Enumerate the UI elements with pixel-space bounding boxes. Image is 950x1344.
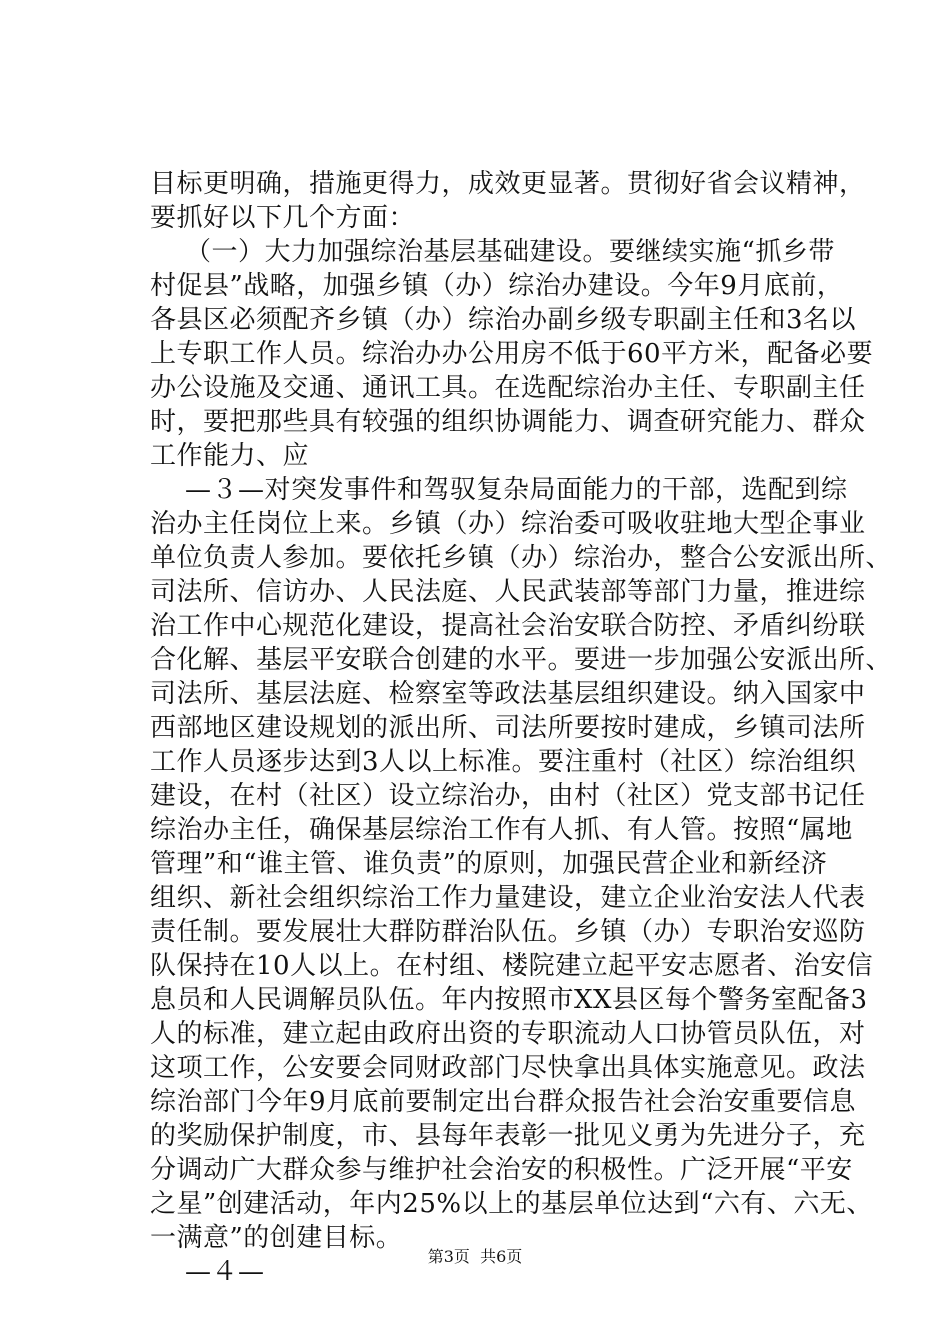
text-line: 的奖励保护制度，市、县每年表彰一批见义勇为先进分子，充	[150, 1121, 866, 1151]
text-line: 人的标准，建立起由政府出资的专职流动人口协管员队伍，对	[150, 1019, 866, 1049]
text-line: 治工作中心规范化建设，提高社会治安联合防控、矛盾纠纷联	[150, 611, 866, 641]
text-line: 责任制。要发展壮大群防群治队伍。乡镇（办）专职治安巡防	[150, 917, 866, 947]
text-line: 司法所、基层法庭、检察室等政法基层组织建设。纳入国家中	[150, 679, 866, 709]
text-line: 综治部门今年9月底前要制定出台群众报告社会治安重要信息	[150, 1087, 857, 1117]
text-line: 之星”创建活动，年内25%以上的基层单位达到“六有、六无、	[150, 1189, 873, 1219]
text-line: （一）大力加强综治基层基础建设。要继续实施“抓乡带	[150, 237, 835, 267]
text-line: 合化解、基层平安联合创建的水平。要进一步加强公安派出所、	[150, 645, 893, 675]
text-line: 西部地区建设规划的派出所、司法所要按时建成，乡镇司法所	[150, 713, 866, 743]
text-line: 各县区必须配齐乡镇（办）综治办副乡级专职副主任和3名以	[150, 305, 857, 335]
text-line: 分调动广大群众参与维护社会治安的积极性。广泛开展“平安	[150, 1155, 853, 1185]
text-line: 管理”和“谁主管、谁负责”的原则，加强民营企业和新经济	[150, 849, 828, 879]
page-marker-line: —４—	[150, 1257, 265, 1287]
text-line: 息员和人民调解员队伍。年内按照市XX县区每个警务室配备3	[150, 985, 868, 1015]
text-line: 队保持在10人以上。在村组、楼院建立起平安志愿者、治安信	[150, 951, 874, 981]
text-line: 上专职工作人员。综治办办公用房不低于60平方米，配备必要	[150, 339, 874, 369]
body-text	[150, 167, 893, 1289]
page-footer: 第3页 共6页	[427, 1247, 523, 1266]
text-line: 一满意”的创建目标。	[150, 1223, 403, 1253]
text-line: 工作能力、应	[150, 441, 310, 471]
text-line: 这项工作，公安要会同财政部门尽快拿出具体实施意见。政法	[150, 1053, 866, 1083]
text-line: 时，要把那些具有较强的组织协调能力、调查研究能力、群众	[150, 407, 866, 437]
text-line: 治办主任岗位上来。乡镇（办）综治委可吸收驻地大型企事业	[150, 509, 866, 539]
text-line: —３—对突发事件和驾驭复杂局面能力的干部，选配到综	[150, 475, 848, 505]
text-line: 办公设施及交通、通讯工具。在选配综治办主任、专职副主任	[150, 373, 866, 403]
text-line: 综治办主任，确保基层综治工作有人抓、有人管。按照“属地	[150, 815, 853, 845]
text-line: 组织、新社会组织综治工作力量建设，建立企业治安法人代表	[150, 883, 866, 913]
text-line: 村促县”战略，加强乡镇（办）综治办建设。今年9月底前，	[150, 271, 844, 301]
text-line: 工作人员逐步达到3人以上标准。要注重村（社区）综治组织	[150, 747, 857, 777]
text-line: 司法所、信访办、人民法庭、人民武装部等部门力量，推进综	[150, 577, 866, 607]
text-line: 要抓好以下几个方面：	[150, 203, 416, 233]
text-line: 单位负责人参加。要依托乡镇（办）综治办，整合公安派出所、	[150, 543, 893, 573]
text-line: 目标更明确，措施更得力，成效更显著。贯彻好省会议精神，	[150, 169, 866, 199]
text-line: 建设，在村（社区）设立综治办，由村（社区）党支部书记任	[150, 781, 866, 811]
